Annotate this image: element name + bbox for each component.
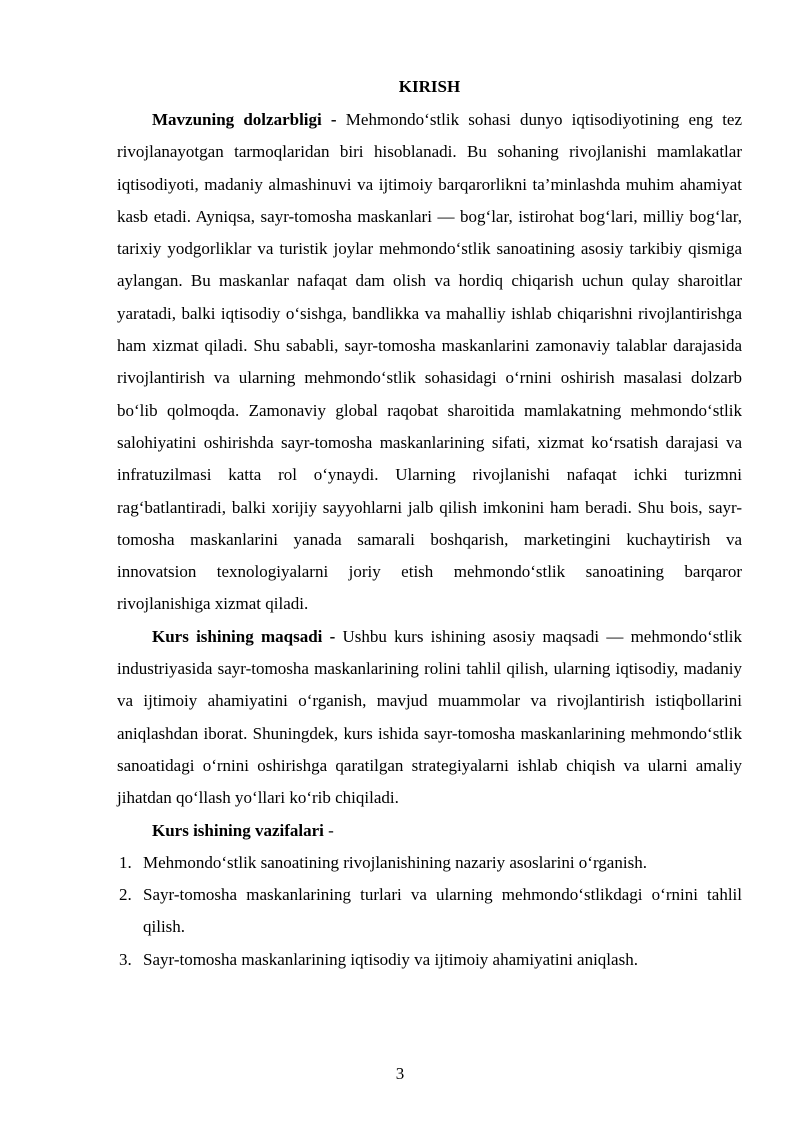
tasks-list bbox=[117, 847, 742, 976]
section-heading: KIRISH bbox=[398, 77, 461, 96]
list-item-number: 3. bbox=[119, 949, 132, 969]
goal-text: Ushbu kurs ishining asosiy maqsadi — mehmondo‘stlik industriyasida sayr-tomosha maskanlarining rolini tahlil qilish, ularning iqtisodiy, madaniy va ijtimoiy ahamiyatini o‘rganish, mavjud muammolar va rivojlantirish istiqbollarini aniqlashdan iborat. Shuningdek, kurs ishida sayr-tomosha maskanlarining mehmondo‘stlik sanoatidagi o‘rnini oshirishga qaratilgan strategiyalarni ishlab chiqish va ularni amaliy jihatdan qo‘llash yo‘llari ko‘rib chiqiladi. bbox=[117, 626, 743, 808]
goal-paragraph bbox=[117, 621, 742, 815]
list-item-number: 2. bbox=[119, 885, 132, 905]
relevance-paragraph bbox=[117, 104, 742, 621]
goal-label: Kurs ishining maqsadi - bbox=[152, 626, 336, 646]
list-item-text: Mehmondo‘stlik sanoatining rivojlanishining nazariy asoslarini o‘rganish. bbox=[143, 852, 647, 872]
tasks-heading bbox=[117, 815, 742, 847]
relevance-label: Mavzuning dolzarbligi - bbox=[152, 110, 337, 129]
list-item bbox=[117, 944, 742, 976]
tasks-label: Kurs ishining vazifalari bbox=[152, 820, 324, 840]
list-item-text: Sayr-tomosha maskanlarining iqtisodiy va ijtimoiy ahamiyatini aniqlash. bbox=[143, 949, 638, 969]
list-item bbox=[117, 879, 742, 944]
list-item-number: 1. bbox=[119, 852, 132, 872]
list-item-text: Sayr-tomosha maskanlarining turlari va ularning mehmondo‘stlikdagi o‘rnini tahlil qilish. bbox=[143, 885, 742, 937]
list-item bbox=[117, 847, 742, 879]
document-page bbox=[117, 73, 742, 976]
page-number: 3 bbox=[395, 1064, 405, 1083]
tasks-dash: - bbox=[328, 820, 334, 840]
relevance-text: Mehmondo‘stlik sohasi dunyo iqtisodiyotining eng tez rivojlanayotgan tarmoqlaridan biri hisoblanadi. Bu sohaning rivojlanishi mamlakatlar iqtisodiyoti, madaniy almashinuvi va ijtimoiy barqarorlikni ta’minlashda muhim ahamiyat kasb etadi. Ayniqsa, sayr-tomosha maskanlari — bog‘lar, istirohat bog‘lari, milliy bog‘lar, tarixiy yodgorliklar va turistik joylar mehmondo‘stlik sanoatining asosiy tarkibiy qismiga aylangan. Bu maskanlar nafaqat dam olish va hordiq chiqarish uchun qulay sharoitlar yaratadi, balki iqtisodiy o‘sishga, bandlikka va mahalliy ishlab chiqarishni rivojlantirishga ham xizmat qiladi. Shu sababli, sayr-tomosha maskanlarini zamonaviy talablar darajasida rivojlantirish va ularning mehmondo‘stlik sohasidagi o‘rnini oshirish masalasi dolzarb bo‘lib qolmoqda. Zamonaviy global raqobat sharoitida mamlakatning mehmondo‘stlik salohiyatini oshirishda sayr-tomosha maskanlarining sifati, xizmat ko‘rsatish darajasi va infratuzilmasi katta rol o‘ynaydi. Ularning rivojlanishi nafaqat ichki turizmni rag‘batlantiradi, balki xorijiy sayyohlarni jalb qilish imkonini ham beradi. Shu bois, sayr-tomosha maskanlarini yanada samarali boshqarish, marketingini kuchaytirish va innovatsion texnologiyalarni joriy etish mehmondo‘stlik sanoatining barqaror rivojlanishiga xizmat qiladi. bbox=[117, 110, 743, 614]
